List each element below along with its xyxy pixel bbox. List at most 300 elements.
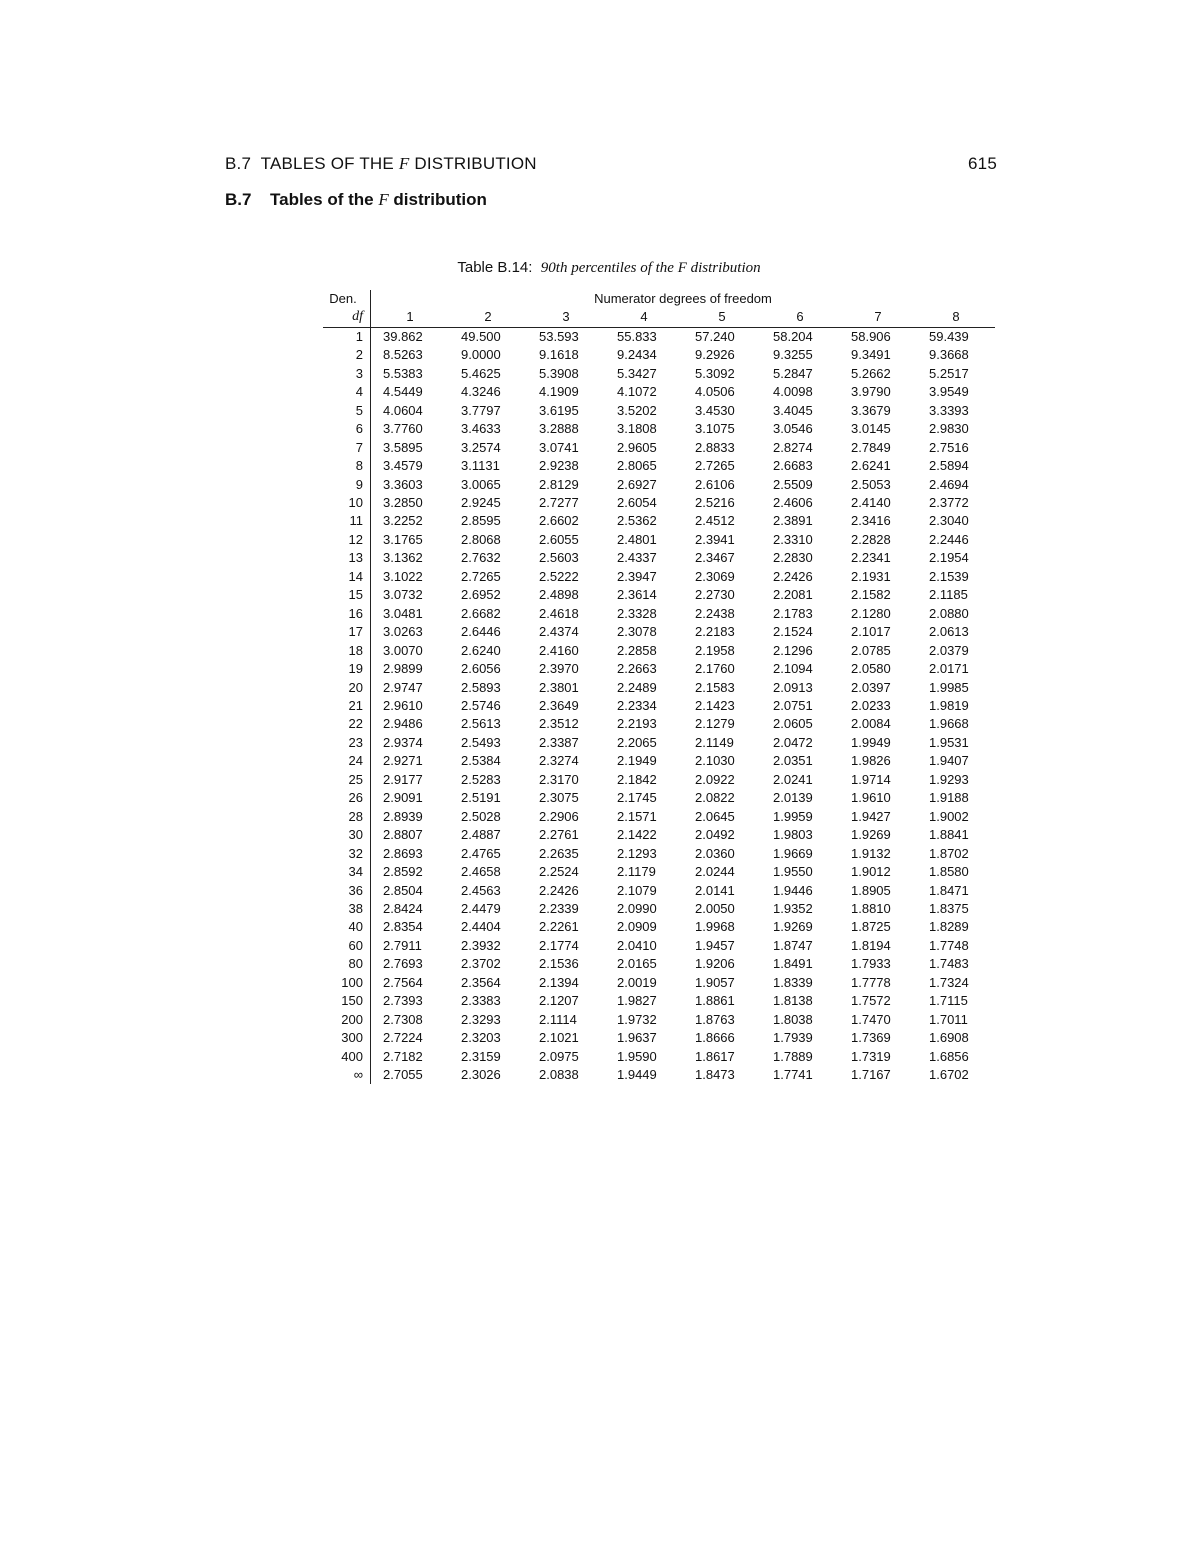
table-cell: 2.5028: [461, 808, 501, 824]
row-df: 8: [323, 457, 371, 475]
table-cell: 2.2524: [539, 864, 579, 880]
table-cell: 2.3891: [773, 513, 813, 529]
table-cell: 1.8289: [929, 919, 969, 935]
table-row: [323, 845, 995, 863]
table-cell: 3.7760: [383, 421, 423, 437]
table-cell: 3.5202: [617, 402, 657, 418]
table-cell: 2.8693: [383, 845, 423, 861]
table-cell: 9.3668: [929, 347, 969, 363]
table-row: [323, 327, 995, 346]
table-cell: 4.5449: [383, 384, 423, 400]
table-row: [323, 383, 995, 401]
table-cell: 2.1583: [695, 679, 735, 695]
table-cell: 3.4633: [461, 421, 501, 437]
table-row: [323, 365, 995, 383]
table-cell: 2.0379: [929, 642, 969, 658]
table-cell: 2.0613: [929, 624, 969, 640]
table-cell: 2.5384: [461, 753, 501, 769]
table-cell: 2.1280: [851, 605, 891, 621]
table-cell: 2.5603: [539, 550, 579, 566]
row-df: 34: [323, 863, 371, 881]
table-cell: 2.0751: [773, 697, 813, 713]
table-cell: 2.3467: [695, 550, 735, 566]
table-cell: 1.8702: [929, 845, 969, 861]
table-cell: 3.3679: [851, 402, 891, 418]
table-cell: 4.0506: [695, 384, 735, 400]
table-row: [323, 402, 995, 420]
table-cell: 1.9188: [929, 790, 969, 806]
table-cell: 2.0975: [539, 1048, 579, 1064]
table-cell: 2.7564: [383, 974, 423, 990]
row-df: 14: [323, 568, 371, 586]
table-cell: 1.8339: [773, 974, 813, 990]
table-cell: 3.3603: [383, 476, 423, 492]
row-df: 19: [323, 660, 371, 678]
table-row: [323, 918, 995, 936]
table-cell: 1.8747: [773, 937, 813, 953]
table-cell: 57.240: [695, 328, 735, 344]
caption-text: 90th percentiles of the F distribution: [540, 260, 761, 276]
table-cell: 1.9669: [773, 845, 813, 861]
table-cell: 2.6240: [461, 642, 501, 658]
table-cell: 2.0397: [851, 679, 891, 695]
table-cell: 2.6682: [461, 605, 501, 621]
table-cell: 2.5894: [929, 458, 969, 474]
table-cell: 2.3512: [539, 716, 579, 732]
row-df: 150: [323, 992, 371, 1010]
table-cell: 2.1783: [773, 605, 813, 621]
table-cell: 1.9610: [851, 790, 891, 806]
table-cell: 2.3026: [461, 1067, 501, 1083]
table-cell: 2.1079: [617, 882, 657, 898]
row-df: 16: [323, 605, 371, 623]
table-cell: 2.9374: [383, 734, 423, 750]
row-df: 6: [323, 420, 371, 438]
table-cell: 1.6702: [929, 1067, 969, 1083]
table-cell: 2.9238: [539, 458, 579, 474]
table-cell: 1.8580: [929, 864, 969, 880]
table-cell: 2.3947: [617, 568, 657, 584]
table-cell: 3.1808: [617, 421, 657, 437]
table-cell: 9.2434: [617, 347, 657, 363]
column-header: 3: [527, 308, 605, 327]
table-cell: 1.8491: [773, 956, 813, 972]
table-header-row: [323, 290, 995, 308]
table-cell: 1.9827: [617, 993, 657, 1009]
table-cell: 1.8473: [695, 1067, 735, 1083]
table-caption: [0, 259, 1200, 277]
table-cell: 2.1394: [539, 974, 579, 990]
table-cell: 2.1279: [695, 716, 735, 732]
table-cell: 2.9271: [383, 753, 423, 769]
table-cell: 2.0822: [695, 790, 735, 806]
table-row: [323, 457, 995, 475]
table-cell: 2.5509: [773, 476, 813, 492]
table-cell: 2.6446: [461, 624, 501, 640]
table-cell: 2.1582: [851, 587, 891, 603]
table-cell: 1.9269: [773, 919, 813, 935]
table-cell: 5.2517: [929, 365, 969, 381]
row-df: 60: [323, 937, 371, 955]
table-cell: 4.0604: [383, 402, 423, 418]
table-row: [323, 346, 995, 364]
table-cell: 2.1774: [539, 937, 579, 953]
table-cell: 2.3702: [461, 956, 501, 972]
table-cell: 2.7277: [539, 494, 579, 510]
table-cell: 1.7369: [851, 1030, 891, 1046]
table-cell: 2.1842: [617, 771, 657, 787]
table-cell: 1.9590: [617, 1048, 657, 1064]
row-df: 15: [323, 586, 371, 604]
table-cell: 2.3293: [461, 1011, 501, 1027]
table-cell: 1.8375: [929, 900, 969, 916]
row-df: 38: [323, 900, 371, 918]
table-cell: 2.1114: [539, 1011, 577, 1027]
table-cell: 9.3491: [851, 347, 891, 363]
table-cell: 2.3416: [851, 513, 891, 529]
table-row: [323, 494, 995, 512]
table-cell: 2.0360: [695, 845, 735, 861]
table-cell: 2.6056: [461, 661, 501, 677]
table-body: [323, 327, 995, 1084]
table-row: [323, 476, 995, 494]
table-cell: 2.1745: [617, 790, 657, 806]
table-cell: 2.2065: [617, 734, 657, 750]
table-cell: 2.1179: [617, 864, 656, 880]
table-cell: 2.4765: [461, 845, 501, 861]
table-cell: 2.0084: [851, 716, 891, 732]
table-cell: 1.9057: [695, 974, 735, 990]
table-cell: 2.2438: [695, 605, 735, 621]
row-df: 7: [323, 439, 371, 457]
table-cell: 2.4618: [539, 605, 579, 621]
table-cell: 1.7167: [851, 1067, 891, 1083]
table-cell: 1.9637: [617, 1030, 657, 1046]
table-row: [323, 697, 995, 715]
table-cell: 2.1536: [539, 956, 579, 972]
table-cell: 3.1765: [383, 531, 423, 547]
table-cell: 58.906: [851, 328, 891, 344]
table-cell: 2.3078: [617, 624, 657, 640]
table-cell: 2.6054: [617, 494, 657, 510]
row-df: 20: [323, 679, 371, 697]
table-cell: 2.4479: [461, 900, 501, 916]
table-cell: 1.8905: [851, 882, 891, 898]
table-row: [323, 660, 995, 678]
table-cell: 1.7741: [773, 1067, 813, 1083]
table-cell: 2.3801: [539, 679, 579, 695]
section-title: [225, 190, 487, 210]
table-cell: 3.0065: [461, 476, 501, 492]
table-row: [323, 1011, 995, 1029]
table-cell: 1.8138: [773, 993, 813, 1009]
table-cell: 1.9449: [617, 1067, 657, 1083]
table-cell: 1.8810: [851, 900, 891, 916]
table-cell: 3.2850: [383, 494, 423, 510]
table-cell: 1.9352: [773, 900, 813, 916]
column-header: 4: [605, 308, 683, 327]
table-cell: 2.5893: [461, 679, 501, 695]
table-cell: 1.8038: [773, 1011, 813, 1027]
table-cell: 2.2426: [539, 882, 579, 898]
table-cell: 2.0922: [695, 771, 735, 787]
table-cell: 1.9819: [929, 697, 969, 713]
table-cell: 2.5222: [539, 568, 579, 584]
table-cell: 5.4625: [461, 365, 501, 381]
section-title-italic: F: [378, 190, 389, 209]
table-cell: 2.9830: [929, 421, 969, 437]
table-cell: 3.7797: [461, 402, 501, 418]
row-df: 9: [323, 476, 371, 494]
table-row: [323, 863, 995, 881]
table-cell: 53.593: [539, 328, 579, 344]
table-cell: 3.0732: [383, 587, 423, 603]
table-cell: 2.8833: [695, 439, 735, 455]
table-cell: 1.7483: [929, 956, 969, 972]
table-cell: 2.5216: [695, 494, 735, 510]
table-cell: 2.8504: [383, 882, 423, 898]
table-cell: 59.439: [929, 328, 969, 344]
table-cell: 5.5383: [383, 365, 423, 381]
table-cell: 2.1423: [695, 697, 735, 713]
page-number: 615: [968, 154, 997, 173]
table-cell: 3.0070: [383, 642, 423, 658]
table-cell: 3.1075: [695, 421, 735, 437]
table-row: [323, 808, 995, 826]
section-title-suffix: distribution: [388, 190, 487, 209]
table-cell: 3.2252: [383, 513, 423, 529]
table-row: [323, 642, 995, 660]
table-cell: 2.6106: [695, 476, 735, 492]
table-cell: 2.5191: [461, 790, 501, 806]
table-cell: 2.0141: [695, 882, 735, 898]
table-cell: 2.3075: [539, 790, 579, 806]
column-header: 8: [917, 308, 995, 327]
table-cell: 2.0580: [851, 661, 891, 677]
table-cell: 5.2662: [851, 365, 891, 381]
table-cell: 2.9610: [383, 697, 423, 713]
table-cell: 2.1293: [617, 845, 657, 861]
table-cell: 2.1017: [851, 624, 891, 640]
table-row: [323, 937, 995, 955]
table-cell: 3.1131: [461, 458, 500, 474]
table-cell: 9.3255: [773, 347, 813, 363]
table-cell: 5.3427: [617, 365, 657, 381]
table-cell: 3.0145: [851, 421, 891, 437]
table-cell: 2.6952: [461, 587, 501, 603]
table-cell: 1.9949: [851, 734, 891, 750]
table-cell: 2.1949: [617, 753, 657, 769]
table-row: [323, 715, 995, 733]
row-df: 12: [323, 531, 371, 549]
table-cell: 49.500: [461, 328, 501, 344]
table-cell: 2.0909: [617, 919, 657, 935]
running-head-suffix: DISTRIBUTION: [409, 154, 537, 173]
table-cell: 39.862: [383, 328, 423, 344]
table-row: [323, 734, 995, 752]
table-row: [323, 752, 995, 770]
table-cell: 2.1185: [929, 587, 968, 603]
table-cell: 2.1524: [773, 624, 813, 640]
table-cell: 2.3614: [617, 587, 657, 603]
table-cell: 1.9132: [851, 845, 891, 861]
table-cell: 2.9091: [383, 790, 423, 806]
table-cell: 2.0645: [695, 808, 735, 824]
table-cell: 1.7572: [851, 993, 891, 1009]
table-cell: 5.3908: [539, 365, 579, 381]
table-cell: 2.8424: [383, 900, 423, 916]
row-df: 200: [323, 1011, 371, 1029]
table-cell: 2.6241: [851, 458, 891, 474]
table-cell: 2.1954: [929, 550, 969, 566]
table-cell: 2.3387: [539, 734, 579, 750]
table-cell: 2.3970: [539, 661, 579, 677]
table-cell: 2.0880: [929, 605, 969, 621]
table-cell: 3.1362: [383, 550, 423, 566]
table-cell: 2.1422: [617, 827, 657, 843]
table-cell: 2.4694: [929, 476, 969, 492]
table-cell: 55.833: [617, 328, 657, 344]
row-df: 24: [323, 752, 371, 770]
table-cell: 1.6908: [929, 1030, 969, 1046]
section-title-prefix: Tables of the: [270, 190, 379, 209]
table-cell: 2.3772: [929, 494, 969, 510]
table-cell: 1.8763: [695, 1011, 735, 1027]
table-cell: 3.0546: [773, 421, 813, 437]
table-cell: 1.8617: [695, 1048, 735, 1064]
table-cell: 1.9803: [773, 827, 813, 843]
table-cell: 2.1149: [695, 734, 734, 750]
running-head-italic: F: [398, 154, 410, 173]
table-cell: 2.8129: [539, 476, 579, 492]
table-cell: 1.7011: [929, 1011, 968, 1027]
table-cell: 1.7778: [851, 974, 891, 990]
table-cell: 2.1958: [695, 642, 735, 658]
row-df: 21: [323, 697, 371, 715]
table-cell: 2.2339: [539, 900, 579, 916]
table-cell: 2.4563: [461, 882, 501, 898]
table-cell: 2.3310: [773, 531, 813, 547]
table-cell: 2.7632: [461, 550, 501, 566]
table-cell: 2.7693: [383, 956, 423, 972]
table-row: [323, 1029, 995, 1047]
table-cell: 1.9407: [929, 753, 969, 769]
table-cell: 1.8471: [929, 882, 969, 898]
column-header: 1: [371, 308, 450, 327]
row-df: 4: [323, 383, 371, 401]
table-cell: 2.9747: [383, 679, 423, 695]
table-cell: 2.4887: [461, 827, 501, 843]
table-cell: 1.8725: [851, 919, 891, 935]
table-cell: 2.0241: [773, 771, 813, 787]
table-cell: 2.8068: [461, 531, 501, 547]
table-cell: 2.0492: [695, 827, 735, 843]
table-row: [323, 549, 995, 567]
table-cell: 2.3170: [539, 771, 579, 787]
table-cell: 5.2847: [773, 365, 813, 381]
table-cell: 9.1618: [539, 347, 579, 363]
table-cell: 2.7849: [851, 439, 891, 455]
table-cell: 2.7224: [383, 1030, 423, 1046]
table-cell: 2.2635: [539, 845, 579, 861]
table-cell: 2.2183: [695, 624, 735, 640]
table-row: [323, 955, 995, 973]
table-row: [323, 605, 995, 623]
table-cell: 2.4898: [539, 587, 579, 603]
table-cell: 2.6683: [773, 458, 813, 474]
table-cell: 1.6856: [929, 1048, 969, 1064]
table-cell: 2.3274: [539, 753, 579, 769]
table-cell: 2.0990: [617, 900, 657, 916]
table-cell: 3.1022: [383, 568, 423, 584]
column-header-row: [323, 308, 995, 327]
numerator-label: Numerator degrees of freedom: [594, 291, 772, 306]
table-cell: 1.8841: [929, 827, 969, 843]
table-cell: 1.7889: [773, 1048, 813, 1064]
row-df: 26: [323, 789, 371, 807]
row-df: 17: [323, 623, 371, 641]
table-cell: 2.2261: [539, 919, 579, 935]
table-cell: 2.4404: [461, 919, 501, 935]
table-cell: 2.0139: [773, 790, 813, 806]
table-cell: 2.1571: [617, 808, 657, 824]
table-row: [323, 568, 995, 586]
table-cell: 2.7265: [695, 458, 735, 474]
table-cell: 2.0171: [929, 661, 969, 677]
table-cell: 2.3328: [617, 605, 657, 621]
caption-label: Table B.14:: [457, 259, 533, 276]
table-cell: 2.4606: [773, 494, 813, 510]
table-cell: 2.2081: [773, 587, 813, 603]
table-row: [323, 900, 995, 918]
table-cell: 2.1296: [773, 642, 813, 658]
table-cell: 1.7470: [851, 1011, 891, 1027]
table-cell: 2.4374: [539, 624, 579, 640]
table-cell: 2.0019: [617, 974, 657, 990]
table-cell: 1.9012: [851, 864, 891, 880]
row-df: 28: [323, 808, 371, 826]
row-df: 5: [323, 402, 371, 420]
table-cell: 2.8592: [383, 864, 423, 880]
table-cell: 2.7516: [929, 439, 969, 455]
column-header: 6: [761, 308, 839, 327]
row-df: 100: [323, 974, 371, 992]
table-cell: 2.6055: [539, 531, 579, 547]
table-cell: 1.9457: [695, 937, 735, 953]
column-header: 7: [839, 308, 917, 327]
table-cell: 1.9446: [773, 882, 813, 898]
table-cell: 2.4512: [695, 513, 735, 529]
table-cell: 3.4530: [695, 402, 735, 418]
table-cell: 2.8065: [617, 458, 657, 474]
table-cell: 2.1094: [773, 661, 813, 677]
table-cell: 2.8595: [461, 513, 501, 529]
table-cell: 2.5493: [461, 734, 501, 750]
table-cell: 2.3649: [539, 697, 579, 713]
table-cell: 1.9427: [851, 808, 891, 824]
table-cell: 2.4801: [617, 531, 657, 547]
df-label: df: [323, 308, 371, 327]
table-cell: 2.1539: [929, 568, 969, 584]
table-cell: 1.9826: [851, 753, 891, 769]
table-cell: 2.3040: [929, 513, 969, 529]
table-cell: 2.2426: [773, 568, 813, 584]
table-cell: 2.9245: [461, 494, 501, 510]
table-cell: 2.5283: [461, 771, 501, 787]
table-cell: 2.2830: [773, 550, 813, 566]
table-cell: 1.9985: [929, 679, 969, 695]
table-cell: 1.9293: [929, 771, 969, 787]
